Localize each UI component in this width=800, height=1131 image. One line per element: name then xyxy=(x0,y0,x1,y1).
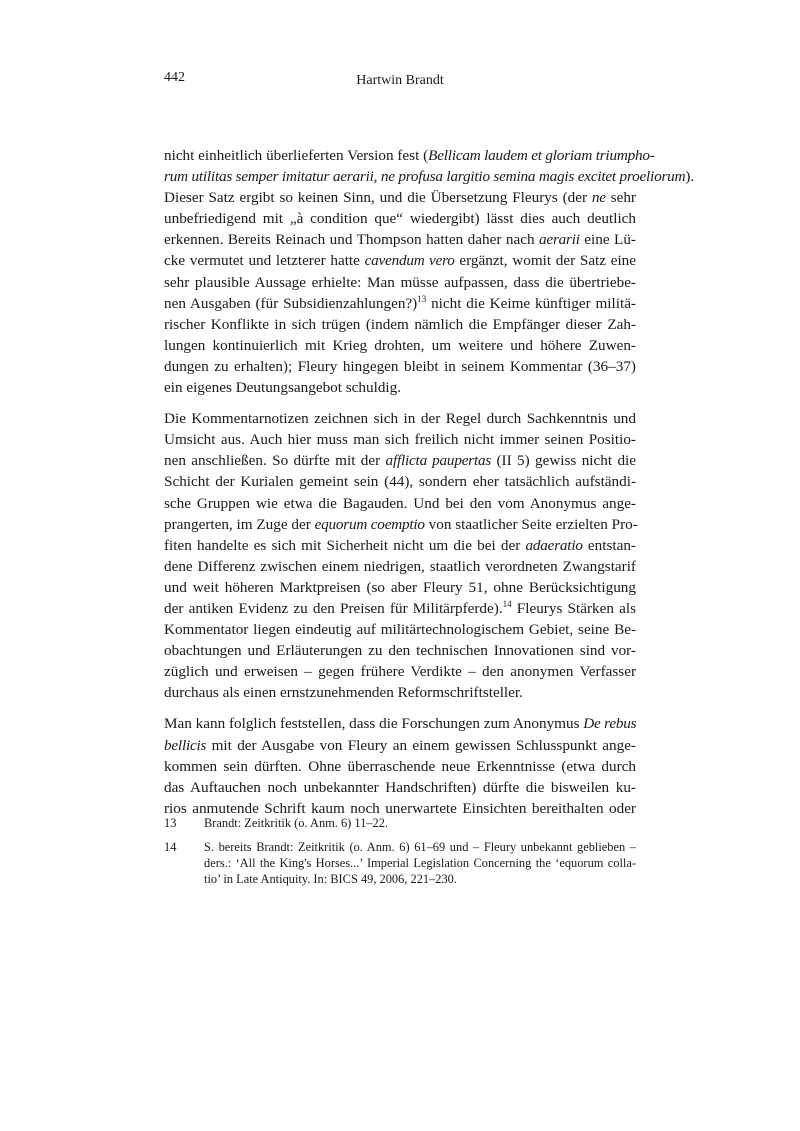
text-line xyxy=(164,577,636,598)
text-line xyxy=(164,493,636,514)
text: lungen kontinuierlich mit Krieg drohten, um weitere und höhere Zuwen- xyxy=(164,336,636,354)
footnote-reference[interactable]: 13 xyxy=(417,293,427,304)
paragraph xyxy=(164,408,636,703)
text: rischer Konflikte in sich trügen (indem nämlich die Empfänger dieser Zah- xyxy=(164,315,636,333)
text: Dieser Satz ergibt so keinen Sinn, und die Übersetzung Fleurys (der xyxy=(164,189,592,207)
text: Die Kommentarnotizen zeichnen sich in der Regel durch Sachkenntnis und xyxy=(164,410,636,428)
text-line xyxy=(164,640,636,661)
text: Man kann folglich feststellen, dass die Forschungen zum Anonymus xyxy=(164,715,584,733)
italic-text: afflicta paupertas xyxy=(385,452,492,470)
text-line xyxy=(164,314,636,335)
text-line xyxy=(164,187,636,208)
text-line xyxy=(164,661,636,682)
text: entstan- xyxy=(582,536,636,554)
text: rios anmutende Schrift kaum noch unerwartete Einsichten bereithalten oder xyxy=(164,799,636,817)
text: Fleurys Stärken als xyxy=(511,599,636,617)
text: sehr xyxy=(605,189,636,207)
text-line xyxy=(164,535,636,556)
italic-text: cavendum vero xyxy=(364,252,455,270)
footnote-text xyxy=(204,815,636,831)
text-line xyxy=(164,619,636,640)
text-line xyxy=(164,450,636,471)
italic-text: Bellicam laudem et gloriam triumpho- xyxy=(428,147,655,164)
text: ). xyxy=(685,168,695,186)
text-line xyxy=(164,713,636,734)
text-line xyxy=(164,556,636,577)
text: dungen zu erhalten); Fleury hingegen bleibt in seinem Kommentar (36–37) xyxy=(164,357,636,375)
text: durchaus als einen ernstzunehmenden Reformschriftsteller. xyxy=(164,684,523,702)
text: mit der Ausgabe von Fleury an einem gewissen Schlusspunkt ange- xyxy=(206,736,636,754)
text: sche Gruppen wie etwa die Bagauden. Und bei den vom Anonymus ange- xyxy=(164,494,636,512)
text: (II 5) gewiss nicht die xyxy=(491,452,636,470)
italic-text: equorum coemptio xyxy=(314,515,425,533)
text-line xyxy=(164,229,636,250)
text-line xyxy=(164,514,636,535)
footnote-line: tio’ in Late Antiquity. In: BICS 49, 2006, 221–230. xyxy=(204,872,457,886)
text-line xyxy=(164,377,636,398)
text: nen anschließen. So dürfte mit der xyxy=(164,452,386,470)
footnote-number: 13 xyxy=(164,816,177,830)
text: eine Lü- xyxy=(579,231,636,249)
italic-text: De rebus xyxy=(583,715,637,733)
text: ein eigenes Deutungsangebot schuldig. xyxy=(164,379,402,397)
text-line xyxy=(164,208,636,229)
text: züglich und erweisen – gegen frühere Verdikte – den anonymen Verfasser xyxy=(164,663,636,681)
text-line xyxy=(164,735,636,756)
text-line xyxy=(164,335,636,356)
footnote xyxy=(164,815,636,831)
italic-text: bellicis xyxy=(164,736,207,754)
body-text xyxy=(164,145,695,829)
text-line xyxy=(164,756,636,777)
text-line xyxy=(164,166,695,187)
text: unbefriedigend mit „à condition que“ wiedergibt) lässt dies auch deutlich xyxy=(164,210,636,228)
text-line xyxy=(164,293,636,314)
text-line xyxy=(164,250,636,271)
text: erkennen. Bereits Reinach und Thompson hatten daher nach xyxy=(164,231,540,249)
text: das Auftauchen noch unbekannter Handschriften) dürfte die bisweilen ku- xyxy=(164,778,636,796)
text-line xyxy=(164,272,636,293)
text: Schicht der Kurialen gemeint sein (44), sondern eher tatsächlich aufständi- xyxy=(164,473,636,491)
footnote xyxy=(164,839,636,887)
text-line xyxy=(164,429,636,450)
text-line xyxy=(164,598,636,619)
text: ergänzt, womit der Satz eine xyxy=(454,252,637,270)
text-line xyxy=(164,145,655,166)
text: und weit höheren Marktpreisen (so aber Fleury 51, ohne Berücksichtigung xyxy=(164,578,636,596)
text: sehr plausible Aussage erhielte: Man müsse aufpassen, dass die übertriebe- xyxy=(164,273,636,291)
footnote-line: Brandt: Zeitkritik (o. Anm. 6) 11–22. xyxy=(204,816,389,830)
italic-text: ne xyxy=(591,189,606,207)
text-line xyxy=(164,356,636,377)
text: dene Differenz zwischen einem niedrigen, staatlich verordneten Zwangstarif xyxy=(164,557,636,575)
text: nicht einheitlich überlieferten Version fest ( xyxy=(164,147,429,164)
text: nen Ausgaben (für Subsidienzahlungen?) xyxy=(164,294,418,312)
text-line xyxy=(164,471,636,492)
text: prangerten, im Zuge der xyxy=(164,515,315,533)
text: Umsicht aus. Auch hier muss man sich freilich nicht immer seinen Positio- xyxy=(164,431,636,449)
footnotes xyxy=(164,815,636,895)
italic-text: rum utilitas semper imitatur aerarii, ne profusa largitio semina magis excitet proeliorum xyxy=(164,168,686,186)
text: kommen sein dürften. Ohne überraschende neue Erkenntnisse (etwa durch xyxy=(164,757,636,775)
paragraph xyxy=(164,713,636,818)
footnote-reference[interactable]: 14 xyxy=(502,598,512,609)
italic-text: adaeratio xyxy=(525,536,583,554)
paragraph xyxy=(164,145,695,398)
footnote-line: S. bereits Brandt: Zeitkritik (o. Anm. 6) 61–69 und – Fleury unbekannt geblieben – xyxy=(204,840,636,854)
running-title: Hartwin Brandt xyxy=(356,73,444,88)
text: nicht die Keime künftiger militä- xyxy=(426,294,636,312)
text: obachtungen und Erläuterungen zu den technischen Innovationen sind vor- xyxy=(164,642,636,660)
footnote-line: ders.: ‘All the King's Horses...’ Imperial Legislation Concerning the ‘equorum colla- xyxy=(204,856,636,870)
italic-text: aerarii xyxy=(539,231,580,249)
text: der antiken Evidenz zu den Preisen für Militärpferde). xyxy=(164,599,503,617)
footnote-text xyxy=(204,839,636,887)
text-line xyxy=(164,682,636,703)
footnote-number: 14 xyxy=(164,840,177,854)
text-line xyxy=(164,777,636,798)
text: fiten handelte es sich mit Sicherheit nicht um die bei der xyxy=(164,536,526,554)
page-number: 442 xyxy=(164,70,185,85)
text: Kommentator liegen eindeutig auf militärtechnologischem Gebiet, seine Be- xyxy=(164,621,636,639)
text-line xyxy=(164,408,636,429)
text: von staatlicher Seite erzielten Pro- xyxy=(424,515,638,533)
text: cke vermutet und letzterer hatte xyxy=(164,252,365,270)
